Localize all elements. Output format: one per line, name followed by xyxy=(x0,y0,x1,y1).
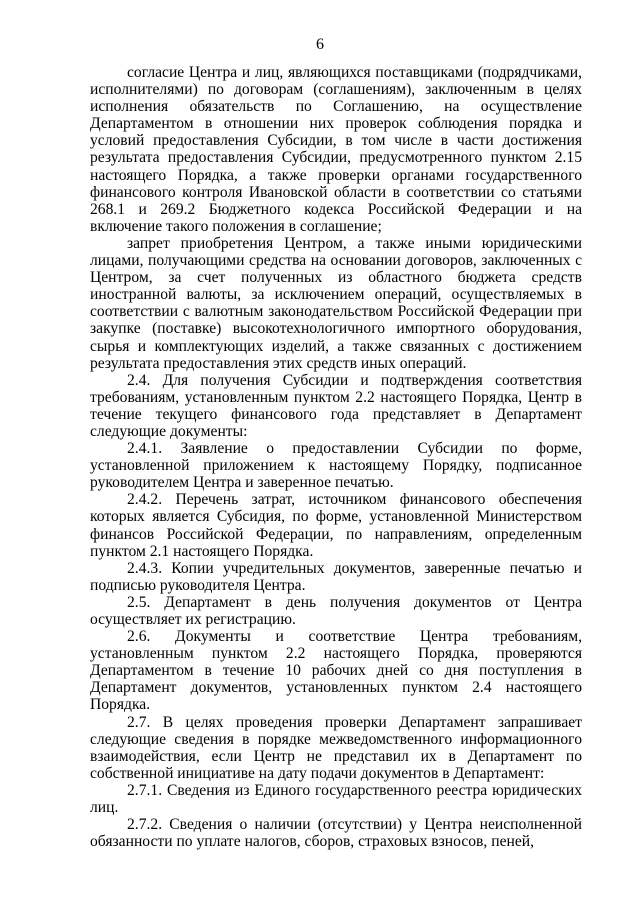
document-body xyxy=(90,64,582,850)
paragraph-currency-ban: запрет приобретения Центром, а также иными юридическими лицами, получающими средства на основании договоров, заключенных с Центром, за счет полученных из областного бюджета средств иностранной валюты, за исключением операций, осуществляемых в соответствии с валютным законодательством Российской Федерации при закупке (поставке) высокотехнологичного импортного оборудования, сырья и комплектующих изделий, а также связанных с достижением результата предоставления этих средств иных операций. xyxy=(90,234,582,372)
paragraph-2-7-1: 2.7.1. Сведения из Единого государственного реестра юридических лиц. xyxy=(90,781,582,817)
paragraph-2-4-2: 2.4.2. Перечень затрат, источником финансового обеспечения которых является Субсидия, по форме, установленной Министерством финансов Российской Федерации, по направлениям, определенным пунктом 2.1 настоящего Порядка. xyxy=(90,491,582,560)
paragraph-consent: согласие Центра и лиц, являющихся поставщиками (подрядчиками, исполнителями) по договорам (соглашениям), заключенным в целях исполнения обязательств по Соглашению, на осуществление Департаментом в отношении них проверок соблюдения порядка и условий предоставления Субсидии, в том числе в части достижения результата предоставления Субсидии, предусмотренного пунктом 2.15 настоящего Порядка, а также проверки органами государственного финансового контроля Ивановской области в соответствии со статьями 268.1 и 269.2 Бюджетного кодекса Российской Федерации и на включение такого положения в соглашение; xyxy=(90,64,582,235)
paragraph-2-6: 2.6. Документы и соответствие Центра требованиям, установленным пунктом 2.2 настоящего Порядка, проверяются Департаментом в течение 10 рабочих дней со дня поступления в Департамент документов, установленных пунктом 2.4 настоящего Порядка. xyxy=(90,628,582,714)
paragraph-2-7: 2.7. В целях проведения проверки Департамент запрашивает следующие сведения в порядке межведомственного информационного взаимодействия, если Центр не представил их в Департамент по собственной инициативе на дату подачи документов в Департамент: xyxy=(90,713,582,782)
paragraph-2-4-3: 2.4.3. Копии учредительных документов, заверенные печатью и подписью руководителя Центра. xyxy=(90,559,582,594)
page-number: 6 xyxy=(316,36,324,53)
paragraph-2-4-1: 2.4.1. Заявление о предоставлении Субсидии по форме, установленной приложением к настоящему Порядку, подписанное руководителем Центра и заверенное печатью. xyxy=(90,440,582,492)
paragraph-2-4: 2.4. Для получения Субсидии и подтверждения соответствия требованиям, установленным пунктом 2.2 настоящего Порядка, Центр в течение текущего финансового года представляет в Департамент следующие документы: xyxy=(90,371,582,440)
paragraph-2-7-2: 2.7.2. Сведения о наличии (отсутствии) у Центра неисполненной обязанности по уплате налогов, сборов, страховых взносов, пеней, xyxy=(90,816,582,851)
paragraph-2-5: 2.5. Департамент в день получения документов от Центра осуществляет их регистрацию. xyxy=(90,593,582,628)
